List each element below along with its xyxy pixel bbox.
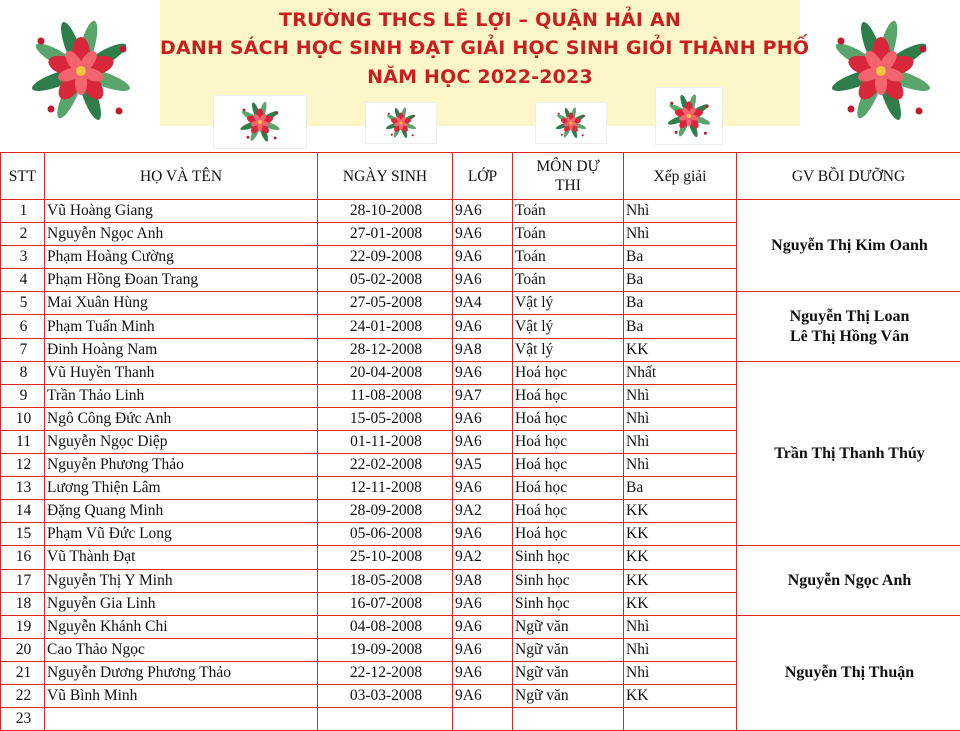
stt-cell: 12 — [1, 454, 45, 477]
stt-cell: 9 — [1, 384, 45, 407]
name-cell: Đặng Quang Minh — [45, 500, 318, 523]
stt-cell: 21 — [1, 661, 45, 684]
col-teacher: GV BỒI DƯỠNG — [737, 153, 960, 200]
dob-cell: 11-08-2008 — [318, 384, 453, 407]
dob-cell: 20-04-2008 — [318, 361, 453, 384]
name-cell: Vũ Huyền Thanh — [45, 361, 318, 384]
col-subject-line2: THI — [555, 177, 581, 194]
class-cell: 9A6 — [453, 661, 513, 684]
subject-cell: Vật lý — [513, 315, 624, 338]
class-cell — [453, 708, 513, 731]
name-cell: Nguyễn Khánh Chi — [45, 615, 318, 638]
award-cell: Nhì — [624, 384, 737, 407]
col-award: Xếp giải — [624, 153, 737, 200]
award-cell: KK — [624, 569, 737, 592]
table-row — [1, 200, 960, 223]
dob-cell: 28-09-2008 — [318, 500, 453, 523]
table-row — [1, 292, 960, 315]
stt-cell: 13 — [1, 477, 45, 500]
subject-cell: Vật lý — [513, 292, 624, 315]
award-cell: Ba — [624, 246, 737, 269]
teacher-name: Lê Thị Hồng Vân — [739, 327, 960, 347]
subject-cell: Hoá học — [513, 361, 624, 384]
subject-cell: Hoá học — [513, 430, 624, 453]
class-cell: 9A7 — [453, 384, 513, 407]
award-cell — [624, 708, 737, 731]
class-cell: 9A6 — [453, 269, 513, 292]
subject-cell: Hoá học — [513, 454, 624, 477]
class-cell: 9A6 — [453, 430, 513, 453]
dob-cell: 22-12-2008 — [318, 661, 453, 684]
award-cell: Nhất — [624, 361, 737, 384]
school-year: NĂM HỌC 2022-2023 — [160, 66, 800, 88]
subject-cell: Ngữ văn — [513, 615, 624, 638]
subject-cell: Toán — [513, 269, 624, 292]
name-cell: Vũ Thành Đạt — [45, 546, 318, 569]
table-header — [1, 153, 960, 200]
subject-cell: Toán — [513, 223, 624, 246]
poinsettia-icon — [656, 88, 722, 144]
poinsettia-icon — [214, 96, 306, 148]
award-cell: Ba — [624, 477, 737, 500]
col-stt: STT — [1, 153, 45, 200]
dob-cell: 03-03-2008 — [318, 684, 453, 707]
teacher-cell — [737, 200, 960, 292]
subject-cell: Toán — [513, 200, 624, 223]
stt-cell: 18 — [1, 592, 45, 615]
subject-cell: Hoá học — [513, 523, 624, 546]
stt-cell: 15 — [1, 523, 45, 546]
dob-cell: 28-12-2008 — [318, 338, 453, 361]
stt-cell: 5 — [1, 292, 45, 315]
award-cell: Nhì — [624, 407, 737, 430]
dob-cell: 18-05-2008 — [318, 569, 453, 592]
name-cell: Nguyễn Thị Y Minh — [45, 569, 318, 592]
class-cell: 9A2 — [453, 500, 513, 523]
name-cell: Mai Xuân Hùng — [45, 292, 318, 315]
table-row — [1, 546, 960, 569]
award-cell: Nhì — [624, 223, 737, 246]
award-cell: Ba — [624, 269, 737, 292]
teacher-name: Nguyễn Thị Thuận — [739, 663, 960, 683]
subject-cell: Ngữ văn — [513, 684, 624, 707]
stt-cell: 8 — [1, 361, 45, 384]
class-cell: 9A6 — [453, 615, 513, 638]
teacher-name: Nguyễn Ngọc Anh — [739, 571, 960, 591]
list-title: DANH SÁCH HỌC SINH ĐẠT GIẢI HỌC SINH GIỎI THÀNH PHỐ — [160, 37, 800, 59]
name-cell: Phạm Hoàng Cường — [45, 246, 318, 269]
dob-cell: 05-06-2008 — [318, 523, 453, 546]
award-cell: KK — [624, 684, 737, 707]
name-cell: Nguyễn Gia Linh — [45, 592, 318, 615]
subject-cell: Sinh học — [513, 569, 624, 592]
name-cell: Phạm Tuấn Minh — [45, 315, 318, 338]
name-cell: Nguyễn Ngọc Diệp — [45, 430, 318, 453]
teacher-cell — [737, 546, 960, 615]
subject-cell: Hoá học — [513, 477, 624, 500]
col-name: HỌ VÀ TÊN — [45, 153, 318, 200]
name-cell: Lương Thiện Lâm — [45, 477, 318, 500]
dob-cell — [318, 708, 453, 731]
dob-cell: 27-05-2008 — [318, 292, 453, 315]
stt-cell: 6 — [1, 315, 45, 338]
award-cell: Ba — [624, 315, 737, 338]
subject-cell: Ngữ văn — [513, 661, 624, 684]
award-table — [0, 152, 960, 731]
name-cell: Nguyễn Ngọc Anh — [45, 223, 318, 246]
teacher-name: Nguyễn Thị Kim Oanh — [739, 236, 960, 256]
class-cell: 9A6 — [453, 407, 513, 430]
award-cell: Ba — [624, 292, 737, 315]
dob-cell: 04-08-2008 — [318, 615, 453, 638]
class-cell: 9A6 — [453, 246, 513, 269]
subject-cell: Toán — [513, 246, 624, 269]
stt-cell: 17 — [1, 569, 45, 592]
award-cell: Nhì — [624, 430, 737, 453]
name-cell: Trần Thảo Linh — [45, 384, 318, 407]
stt-cell: 20 — [1, 638, 45, 661]
table-row — [1, 615, 960, 638]
class-cell: 9A2 — [453, 546, 513, 569]
award-cell: Nhì — [624, 638, 737, 661]
subject-cell: Ngữ văn — [513, 638, 624, 661]
class-cell: 9A6 — [453, 315, 513, 338]
subject-cell: Vật lý — [513, 338, 624, 361]
teacher-cell — [737, 292, 960, 361]
stt-cell: 1 — [1, 200, 45, 223]
dob-cell: 05-02-2008 — [318, 269, 453, 292]
col-subject — [513, 153, 624, 200]
name-cell: Phạm Hồng Đoan Trang — [45, 269, 318, 292]
subject-cell: Hoá học — [513, 500, 624, 523]
dob-cell: 12-11-2008 — [318, 477, 453, 500]
dob-cell: 01-11-2008 — [318, 430, 453, 453]
award-cell: KK — [624, 338, 737, 361]
poinsettia-icon — [366, 103, 436, 143]
stt-cell: 19 — [1, 615, 45, 638]
dob-cell: 28-10-2008 — [318, 200, 453, 223]
subject-cell: Hoá học — [513, 384, 624, 407]
subject-cell: Sinh học — [513, 546, 624, 569]
dob-cell: 25-10-2008 — [318, 546, 453, 569]
table-row — [1, 361, 960, 384]
name-cell: Đinh Hoàng Nam — [45, 338, 318, 361]
stt-cell: 7 — [1, 338, 45, 361]
award-cell: Nhì — [624, 200, 737, 223]
class-cell: 9A6 — [453, 200, 513, 223]
name-cell: Nguyễn Phương Thảo — [45, 454, 318, 477]
stt-cell: 11 — [1, 430, 45, 453]
class-cell: 9A6 — [453, 592, 513, 615]
col-dob: NGÀY SINH — [318, 153, 453, 200]
class-cell: 9A6 — [453, 361, 513, 384]
name-cell: Vũ Hoàng Giang — [45, 200, 318, 223]
poinsettia-icon — [6, 6, 156, 136]
class-cell: 9A6 — [453, 684, 513, 707]
award-cell: Nhì — [624, 454, 737, 477]
stt-cell: 16 — [1, 546, 45, 569]
name-cell: Vũ Bình Minh — [45, 684, 318, 707]
stt-cell: 2 — [1, 223, 45, 246]
stt-cell: 4 — [1, 269, 45, 292]
school-title: TRƯỜNG THCS LÊ LỢI – QUẬN HẢI AN — [160, 9, 800, 31]
class-cell: 9A6 — [453, 638, 513, 661]
name-cell: Phạm Vũ Đức Long — [45, 523, 318, 546]
dob-cell: 22-02-2008 — [318, 454, 453, 477]
class-cell: 9A6 — [453, 523, 513, 546]
stt-cell: 14 — [1, 500, 45, 523]
class-cell: 9A4 — [453, 292, 513, 315]
award-cell: KK — [624, 523, 737, 546]
dob-cell: 27-01-2008 — [318, 223, 453, 246]
name-cell: Nguyễn Dương Phương Thảo — [45, 661, 318, 684]
dob-cell: 22-09-2008 — [318, 246, 453, 269]
stt-cell: 22 — [1, 684, 45, 707]
dob-cell: 24-01-2008 — [318, 315, 453, 338]
award-cell: Nhì — [624, 615, 737, 638]
award-cell: KK — [624, 546, 737, 569]
stt-cell: 3 — [1, 246, 45, 269]
award-cell: KK — [624, 500, 737, 523]
poinsettia-icon — [536, 103, 606, 143]
teacher-cell — [737, 615, 960, 730]
dob-cell: 16-07-2008 — [318, 592, 453, 615]
stt-cell: 10 — [1, 407, 45, 430]
name-cell — [45, 708, 318, 731]
teacher-name: Trần Thị Thanh Thúy — [739, 444, 960, 464]
class-cell: 9A5 — [453, 454, 513, 477]
col-class: LỚP — [453, 153, 513, 200]
teacher-name: Nguyễn Thị Loan — [739, 307, 960, 327]
name-cell: Cao Thảo Ngọc — [45, 638, 318, 661]
class-cell: 9A6 — [453, 223, 513, 246]
poinsettia-icon — [806, 6, 956, 136]
class-cell: 9A8 — [453, 338, 513, 361]
class-cell: 9A8 — [453, 569, 513, 592]
subject-cell: Sinh học — [513, 592, 624, 615]
award-cell: Nhì — [624, 661, 737, 684]
class-cell: 9A6 — [453, 477, 513, 500]
award-cell: KK — [624, 592, 737, 615]
teacher-cell — [737, 361, 960, 546]
name-cell: Ngô Công Đức Anh — [45, 407, 318, 430]
col-subject-line1: MÔN DỰ — [536, 158, 599, 175]
subject-cell: Hoá học — [513, 407, 624, 430]
dob-cell: 19-09-2008 — [318, 638, 453, 661]
subject-cell — [513, 708, 624, 731]
stt-cell: 23 — [1, 708, 45, 731]
dob-cell: 15-05-2008 — [318, 407, 453, 430]
